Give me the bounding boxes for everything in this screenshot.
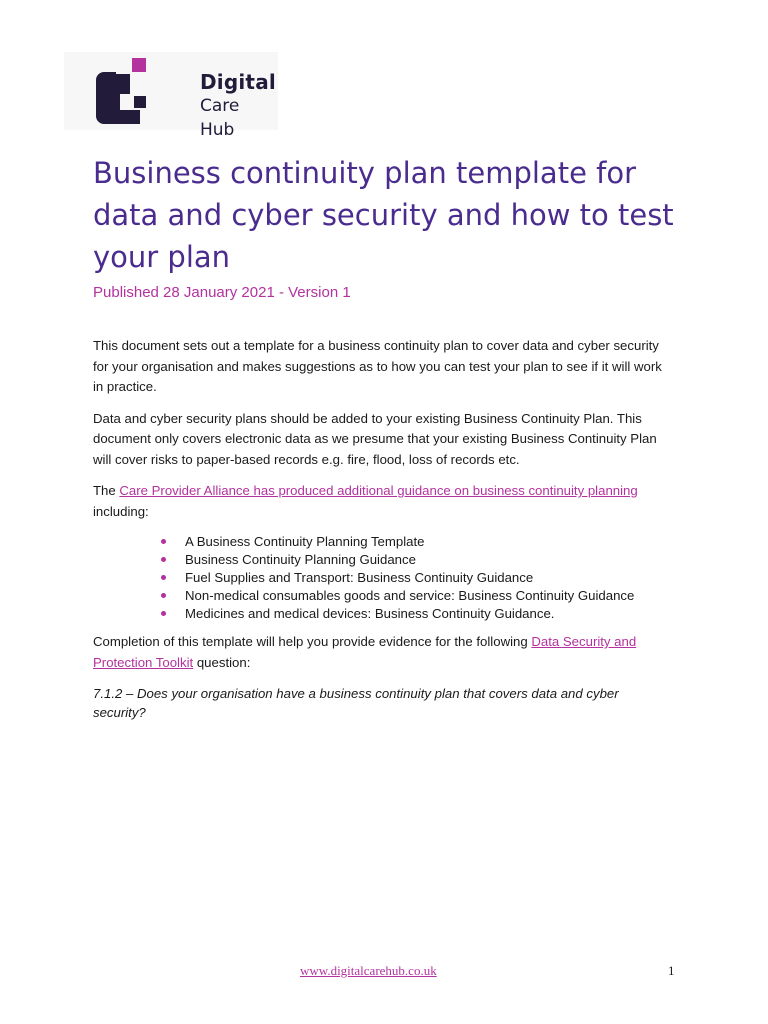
scope-paragraph: Data and cyber security plans should be added to your existing Business Continuity Plan. This document only covers electronic data as we presume that your existing Business Continuity Plan will cover risks to paper-based records e.g. fire, flood, loss of records etc. [93,410,657,467]
page-number: 1 [668,963,675,978]
intro-paragraph: This document sets out a template for a business continuity plan to cover data and cyber security for your organisation and makes suggestions as to how you can test your plan to see if it will work in practice. [93,338,662,394]
toolkit-question: 7.1.2 – Does your organisation have a business continuity plan that covers data and cyber security? [93,686,619,720]
list-item: Medicines and medical devices: Business Continuity Guidance. [185,605,673,623]
guidance-paragraph [93,481,673,522]
toolkit-paragraph [93,632,673,673]
footer-website-link[interactable]: www.digitalcarehub.co.uk [300,963,437,978]
list-item: Business Continuity Planning Guidance [185,551,673,569]
published-date: Published 28 January 2021 - Version 1 [93,284,351,301]
document-body [93,336,673,733]
logo-mark-icon [92,58,156,124]
logo-text-digital: Digital [200,70,276,94]
logo-text-care-hub: Care Hub [200,96,240,140]
toolkit-suffix: question: [193,654,251,670]
care-provider-alliance-link[interactable]: Care Provider Alliance has produced additional guidance on business continuity planning [119,483,638,498]
list-item: Non-medical consumables goods and service: Business Continuity Guidance [185,587,673,605]
guidance-suffix: including: [93,503,149,519]
guidance-list [93,533,673,623]
document-title: Business continuity plan template for data and cyber security and how to test your plan [93,156,674,274]
toolkit-prefix: Completion of this template will help you provide evidence for the following [93,634,532,649]
dspt-link[interactable]: Data Security and Protection Toolkit [93,634,637,670]
digital-care-hub-logo [64,52,278,140]
guidance-prefix: The [93,483,120,498]
list-item: Fuel Supplies and Transport: Business Continuity Guidance [185,569,673,587]
list-item: A Business Continuity Planning Template [185,533,673,551]
